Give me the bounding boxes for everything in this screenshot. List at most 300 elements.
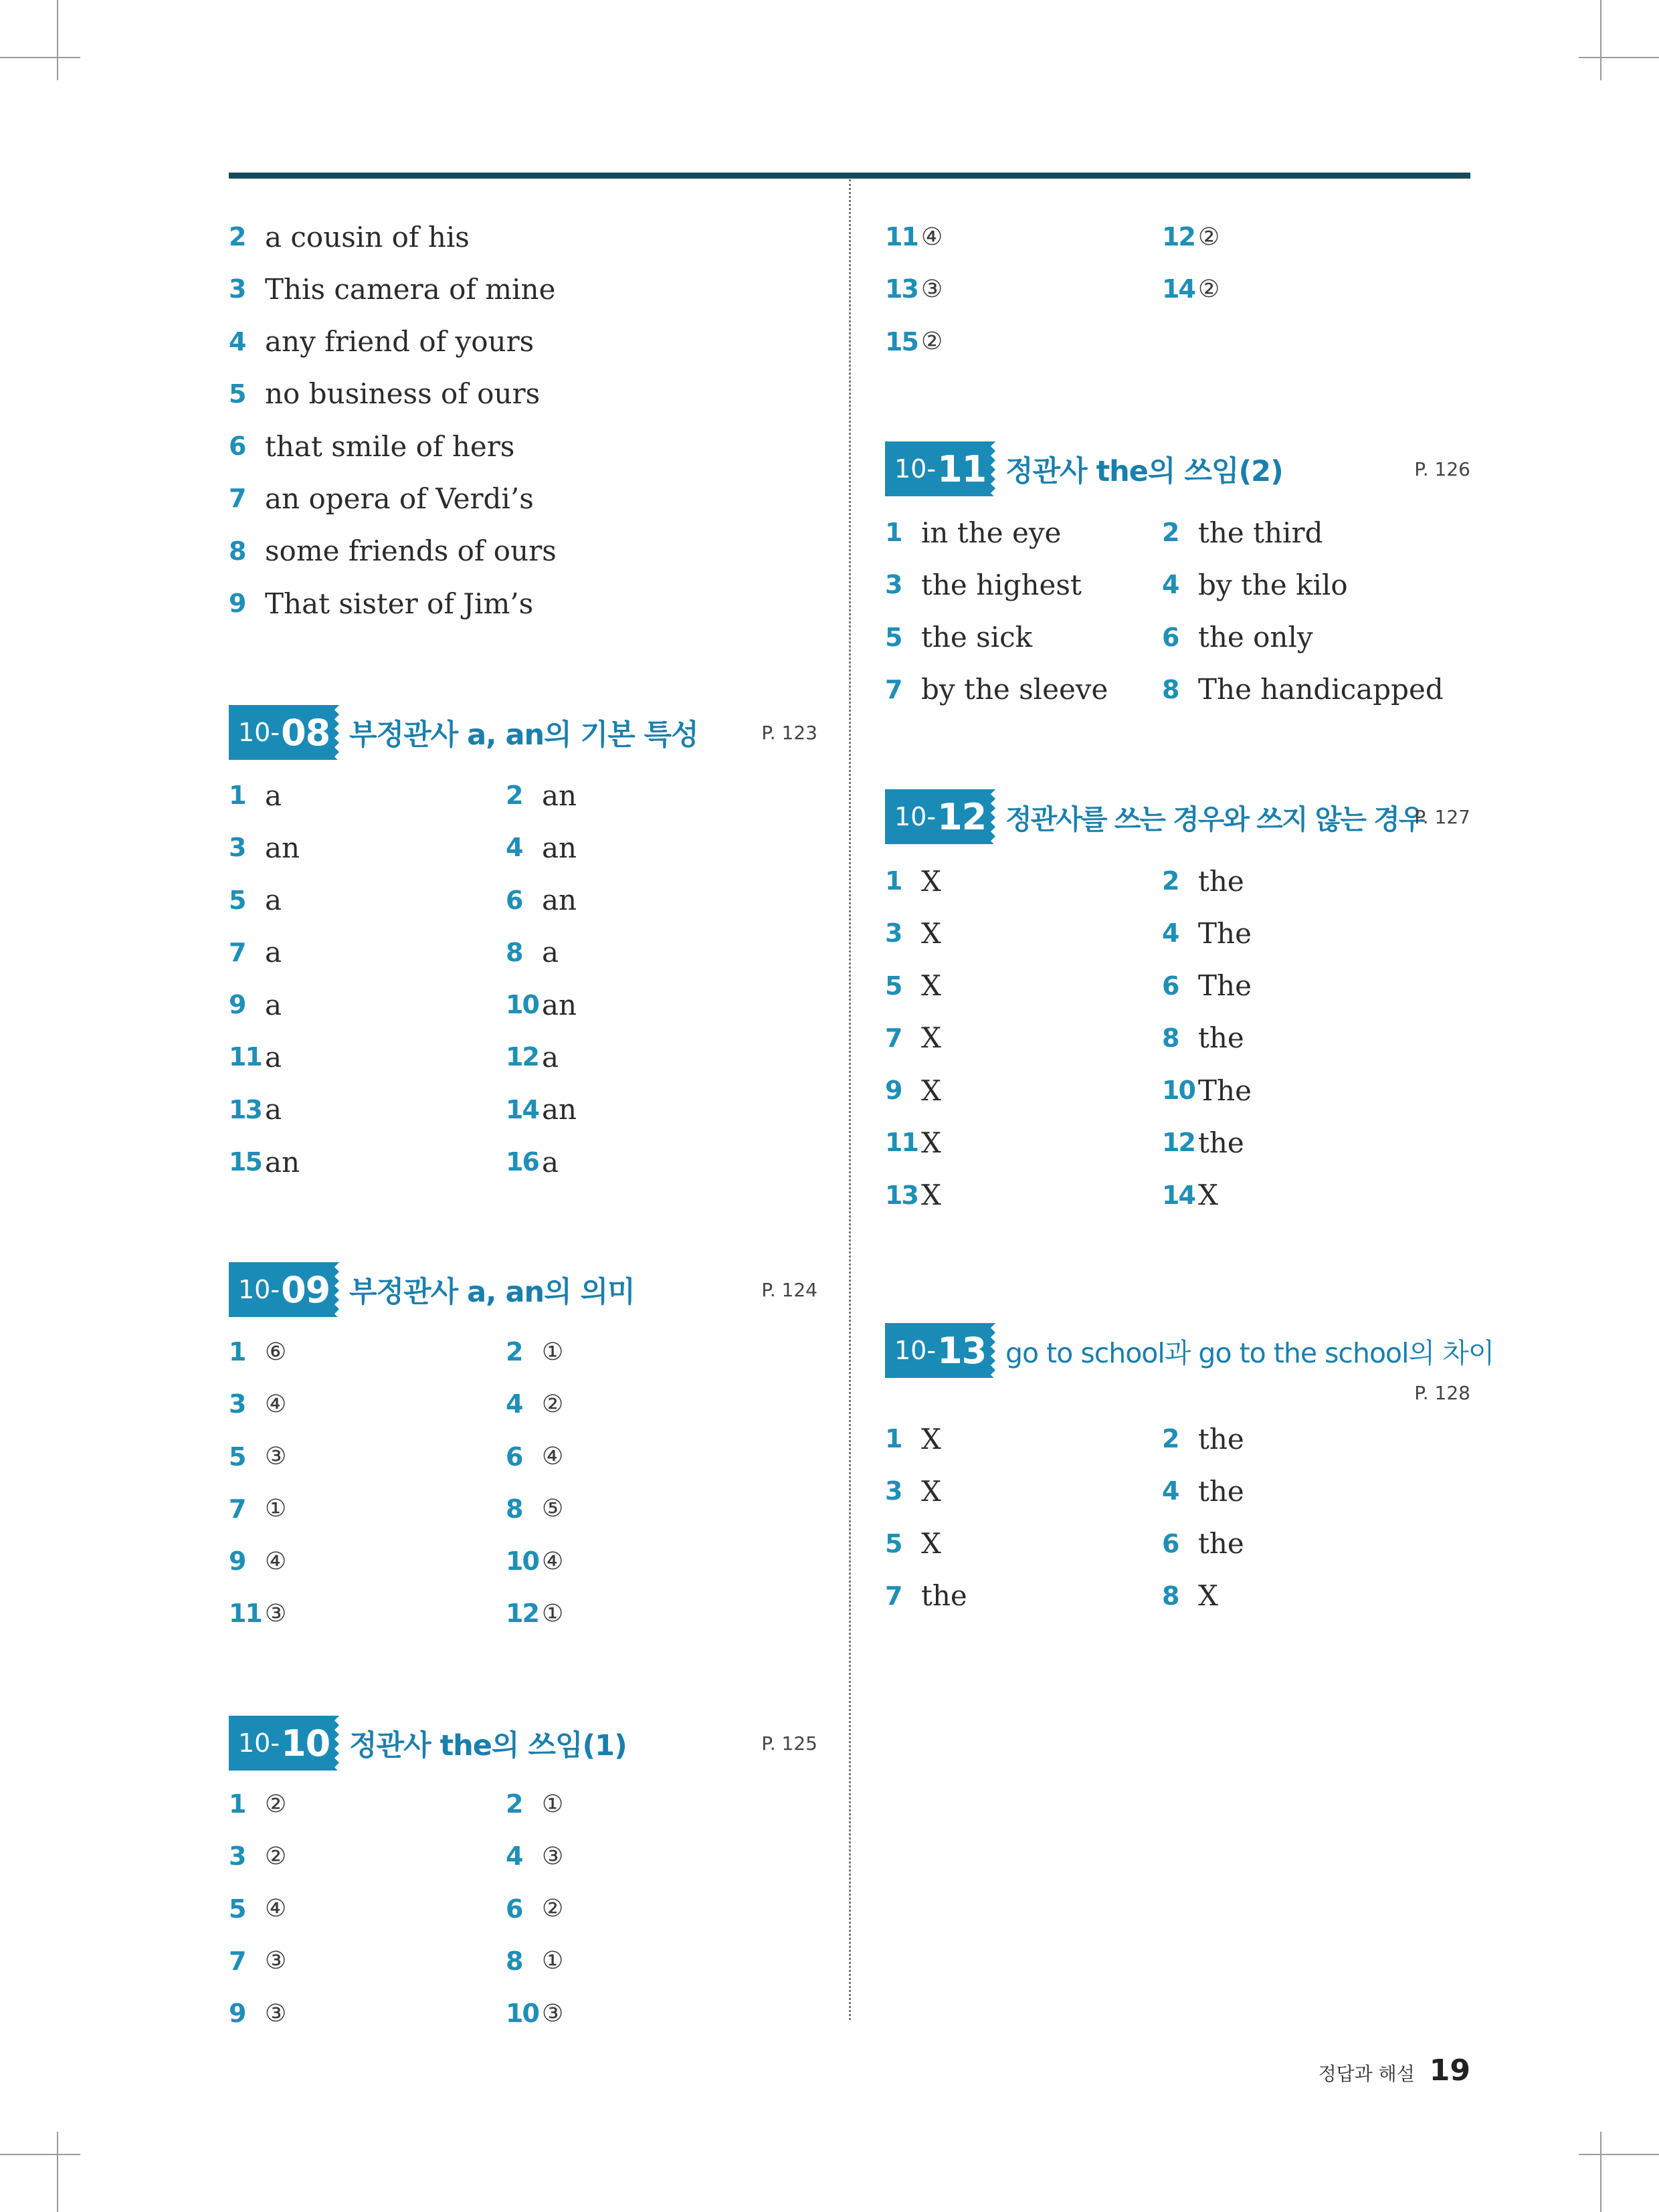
answer-text: an [542,884,577,917]
badge-prefix: 10- [894,1336,937,1365]
section-title: 부정관사 a, an의 기본 특성 [349,718,698,752]
answer-item [1162,1465,1244,1517]
question-number: 1 [229,781,246,810]
question-number: 9 [229,1546,246,1577]
crop-mark [1600,0,1601,80]
answer-list [885,211,1470,368]
footer-label: 정답과 해설 [1318,2063,1415,2085]
question-number: 10 [506,990,539,1020]
question-number: 5 [885,971,902,1001]
section-badge [229,1716,334,1771]
answer-text: X [921,1021,941,1055]
answer-item [229,1483,286,1535]
question-number: 4 [1162,1476,1179,1506]
answer-list [885,506,1470,716]
question-number: 12 [506,1042,539,1072]
section-title: 부정관사 a, an의 의미 [349,1275,635,1309]
answer-row [885,664,1470,716]
answer-row [885,1518,1470,1570]
answer-text: X [921,1074,941,1107]
question-number: 11 [885,222,918,252]
answer-item [885,611,1032,664]
section-header-10-11 [885,441,1470,496]
answer-text: ④ [265,1390,287,1418]
answer-text: ① [542,1790,564,1818]
question-number: 5 [229,379,246,409]
answer-item [1162,855,1244,907]
question-number: 1 [885,518,902,547]
answer-text: the [1198,1474,1244,1508]
answer-row [229,1136,817,1188]
page-reference: P. 123 [761,721,817,744]
answer-text: ② [265,1790,287,1818]
question-number: 11 [885,1128,918,1158]
answer-item [229,1987,286,2039]
answer-text: an [542,988,577,1021]
answer-text: ④ [542,1443,564,1471]
answer-text: the [1198,1126,1244,1159]
page-number: 19 [1429,2053,1470,2088]
answer-text: ④ [265,1895,287,1923]
answer-item [506,926,559,979]
question-number: 14 [1162,1180,1195,1210]
question-number: 5 [229,1894,246,1924]
question-number: 4 [506,833,522,863]
answer-item [229,874,282,926]
answer-row [885,1169,1470,1221]
question-number: 3 [229,833,246,863]
answer-item [229,368,540,420]
answer-item [885,1012,941,1064]
answer-item [229,821,300,874]
answer-text: a cousin of his [265,220,470,254]
answer-item [229,1136,300,1188]
answer-item [506,979,577,1031]
answer-text: the [1198,1422,1244,1455]
badge-prefix: 10- [894,454,937,484]
answer-row [885,611,1470,664]
badge-prefix: 10- [238,718,280,747]
question-number: 1 [229,1337,246,1367]
answer-text: ③ [265,1443,287,1471]
answer-item [229,1031,282,1083]
answer-item [885,1413,941,1465]
answer-text: an opera of Verdi’s [265,482,534,515]
question-number: 8 [229,536,246,566]
answer-text: ⑤ [542,1495,564,1523]
answer-text: a [265,884,282,917]
question-number: 7 [229,1946,246,1976]
answer-row [229,577,817,629]
question-number: 7 [885,674,902,704]
answer-text: X [921,1179,941,1212]
answer-row [229,1987,817,2039]
badge-number: 08 [281,711,330,754]
answer-row [885,559,1470,611]
answer-row [229,472,817,524]
question-number: 8 [1162,674,1179,704]
section-header-10-12 [885,789,1470,844]
answer-text: The [1198,916,1252,950]
answer-text: ② [921,328,943,356]
answer-text: a [542,1040,559,1074]
answer-row [229,1935,817,1987]
answer-item [1162,1570,1218,1622]
answer-item [1162,506,1323,559]
answer-text: ④ [265,1547,287,1575]
answer-item [1162,1012,1244,1064]
answer-item [229,420,514,472]
answer-row [229,769,817,821]
answer-text: a [542,1145,559,1179]
answer-item [229,316,534,368]
question-number: 4 [1162,570,1179,600]
question-number: 13 [885,1180,918,1210]
answer-text: ② [542,1390,564,1418]
answer-item [1162,1116,1244,1169]
section-badge [885,441,991,496]
answer-row [885,211,1470,263]
answer-text: by the sleeve [921,673,1108,706]
crop-mark [1579,57,1659,58]
badge-number: 11 [937,447,987,490]
answer-row [229,979,817,1031]
answer-item [506,1136,559,1188]
answer-item [229,1883,286,1935]
question-number: 8 [1162,1023,1179,1053]
answer-item [506,1483,563,1535]
answer-row [885,1465,1470,1517]
answer-row [885,263,1470,315]
section-badge [229,1262,334,1317]
answer-item [1162,1518,1244,1570]
answer-text: X [1198,1579,1218,1613]
answer-item [885,263,943,315]
answer-item [1162,664,1444,716]
crop-mark [0,2154,80,2155]
question-number: 3 [885,570,902,600]
badge-prefix: 10- [238,1275,280,1304]
page-reference: P. 126 [1414,458,1470,480]
question-number: 1 [885,1424,902,1453]
answer-text: The handicapped [1198,673,1444,706]
answer-text: ② [1198,223,1220,251]
answer-row [229,316,817,368]
badge-edge [991,789,1000,844]
answer-item [229,979,282,1031]
answer-item [1162,1169,1218,1221]
badge-number: 09 [281,1268,330,1311]
answer-row [229,1587,817,1639]
answer-item [506,1378,563,1430]
question-number: 9 [885,1076,902,1106]
answer-row [229,263,817,315]
answer-item [1162,1064,1252,1116]
answer-text: a [265,988,282,1021]
answer-item [885,316,943,368]
answer-row [229,1535,817,1587]
answer-item [229,1935,286,1987]
answer-item [506,1326,563,1378]
question-number: 8 [1162,1581,1179,1611]
answer-item [885,1064,941,1116]
answer-list [229,211,817,629]
answer-row [885,907,1470,959]
question-number: 9 [229,589,246,619]
question-number: 2 [229,222,246,252]
question-number: 7 [229,937,246,967]
answer-text: X [921,916,941,950]
crop-mark [57,0,58,80]
answer-row [885,1116,1470,1169]
question-number: 6 [1162,622,1179,652]
answer-row [229,1031,817,1083]
question-number: 8 [506,1946,522,1976]
answer-item [229,1830,286,1882]
top-rule [229,173,1470,179]
answer-text: This camera of mine [265,272,556,306]
question-number: 4 [506,1389,522,1419]
answer-row [229,821,817,874]
answer-text: a [265,1040,282,1074]
answer-text: X [921,1527,941,1561]
question-number: 12 [1162,1128,1195,1158]
answer-row [229,525,817,577]
answer-text: ② [1198,275,1220,303]
answer-item [229,769,282,821]
answer-text: ① [265,1495,287,1523]
answer-item [1162,960,1252,1012]
question-number: 5 [885,1528,902,1559]
question-number: 5 [229,885,246,915]
question-number: 2 [506,1789,522,1819]
answer-item [506,1535,563,1587]
answer-item [229,1326,286,1378]
question-number: 9 [229,1999,246,2029]
answer-list [229,769,817,1188]
section-badge [885,1323,991,1378]
answer-item [885,1465,941,1517]
answer-item [506,1031,559,1083]
page-footer [1319,2053,1470,2088]
question-number: 7 [229,1494,246,1524]
answer-row [229,211,817,263]
answer-text: ⑥ [265,1338,287,1366]
question-number: 9 [229,990,246,1020]
answer-text: a [542,936,559,969]
answer-row [885,960,1470,1012]
question-number: 6 [1162,971,1179,1001]
answer-text: X [921,864,941,898]
question-number: 10 [506,1546,539,1577]
answer-text: ① [542,1947,564,1975]
answer-text: ① [542,1599,564,1627]
question-number: 2 [506,1337,522,1367]
answer-row [229,420,817,472]
badge-prefix: 10- [238,1728,280,1758]
badge-edge [991,1323,1000,1378]
question-number: 15 [229,1147,262,1177]
answer-text: X [921,1126,941,1159]
question-number: 2 [1162,866,1179,896]
question-number: 1 [229,1789,246,1819]
answer-text: X [921,1474,941,1508]
answer-item [506,874,577,926]
answer-text: an [265,831,300,864]
section-title: 정관사를 쓰는 경우와 쓰지 않는 경우 [1005,803,1424,835]
answer-row [885,1570,1470,1622]
section-header-10-10 [229,1716,817,1771]
question-number: 7 [229,484,246,514]
page-reference: P. 128 [1414,1381,1470,1404]
crop-mark [1600,2132,1601,2212]
answer-row [885,1413,1470,1465]
answer-list [229,1778,817,2039]
answer-item [885,211,943,263]
question-number: 2 [506,781,522,810]
section-header-10-08 [229,705,817,760]
answer-item [229,1431,286,1483]
answer-text: a [265,936,282,969]
answer-item [229,1535,286,1587]
answer-item [506,769,577,821]
question-number: 6 [506,885,522,915]
badge-number: 12 [937,795,987,838]
answer-row [229,1483,817,1535]
question-number: 3 [229,1389,246,1419]
question-number: 2 [1162,1424,1179,1453]
answer-row [229,1431,817,1483]
section-title: 정관사 the의 쓰임(1) [349,1728,627,1763]
question-number: 7 [885,1581,902,1611]
answer-item [1162,559,1348,611]
question-number: 16 [506,1147,539,1177]
answer-row [229,1084,817,1136]
answer-row [885,316,1470,368]
crop-mark [0,57,80,58]
section-badge [229,705,334,760]
answer-item [229,472,534,524]
question-number: 3 [885,1476,902,1506]
page-reference: P. 127 [1414,805,1470,828]
answer-text: ③ [265,1999,287,2027]
section-header-10-09 [229,1262,817,1317]
question-number: 12 [1162,222,1195,252]
question-number: 3 [229,274,246,304]
answer-item [885,855,941,907]
answer-list [885,855,1470,1221]
question-number: 13 [229,1094,262,1124]
question-number: 13 [885,274,918,304]
answer-item [885,960,941,1012]
answer-item [1162,211,1219,263]
section-title: go to school과 go to the school의 차이 [1005,1336,1494,1369]
crop-mark [1579,2154,1659,2155]
question-number: 12 [506,1599,539,1629]
column-divider [849,179,851,2020]
answer-text: ③ [265,1947,287,1975]
answer-item [229,525,557,577]
answer-text: an [542,1093,577,1126]
answer-item [229,1778,286,1830]
answer-text: the [1198,864,1244,898]
page-reference: P. 124 [761,1278,817,1301]
answer-row [885,1064,1470,1116]
answer-text: an [542,831,577,864]
answer-item [229,263,555,315]
answer-item [885,664,1108,716]
answer-text: ③ [921,275,943,303]
answer-text: the third [1198,516,1323,549]
answer-item [229,1378,286,1430]
answer-text: an [542,779,577,812]
question-number: 6 [506,1441,522,1472]
answer-item [506,1587,563,1639]
answer-item [885,1169,941,1221]
page-reference: P. 125 [761,1732,817,1754]
answer-text: ④ [921,223,943,251]
question-number: 14 [506,1094,539,1124]
answer-item [506,821,577,874]
answer-text: ① [542,1338,564,1366]
question-number: 4 [1162,918,1179,948]
section-badge [885,789,991,844]
answer-text: the [1198,1527,1244,1561]
answer-row [229,368,817,420]
badge-number: 10 [281,1722,330,1765]
answer-item [885,907,941,959]
question-number: 4 [506,1841,522,1872]
answer-text: The [1198,1074,1252,1107]
answer-row [229,1830,817,1882]
answer-text: by the kilo [1198,568,1348,601]
answer-item [506,1431,563,1483]
answer-text: an [265,1145,300,1179]
answer-text: ② [265,1842,287,1870]
question-number: 11 [229,1042,262,1072]
answer-row [229,1883,817,1935]
question-number: 7 [885,1023,902,1053]
answer-item [229,1084,282,1136]
question-number: 3 [885,918,902,948]
section-title: 정관사 the의 쓰임(2) [1005,454,1283,488]
answer-list [885,1413,1470,1622]
badge-edge [334,705,344,760]
answer-list [229,1326,817,1640]
answer-item [885,559,1082,611]
badge-edge [334,1262,344,1317]
question-number: 6 [229,431,246,462]
question-number: 5 [229,1441,246,1472]
question-number: 15 [885,326,918,357]
answer-row [885,1012,1470,1064]
answer-item [1162,611,1313,664]
crop-mark [57,2132,58,2212]
section-header-10-13 [885,1323,1494,1404]
question-number: 10 [506,1999,539,2029]
answer-item [885,1570,967,1622]
answer-item [229,211,470,263]
answer-item [1162,907,1252,959]
answer-text: a [265,1093,282,1126]
answer-text: X [1198,1179,1218,1212]
question-number: 3 [229,1841,246,1872]
question-number: 14 [1162,274,1195,304]
badge-edge [991,441,1000,496]
answer-row [229,874,817,926]
answer-text: in the eye [921,516,1062,549]
question-number: 6 [1162,1528,1179,1559]
